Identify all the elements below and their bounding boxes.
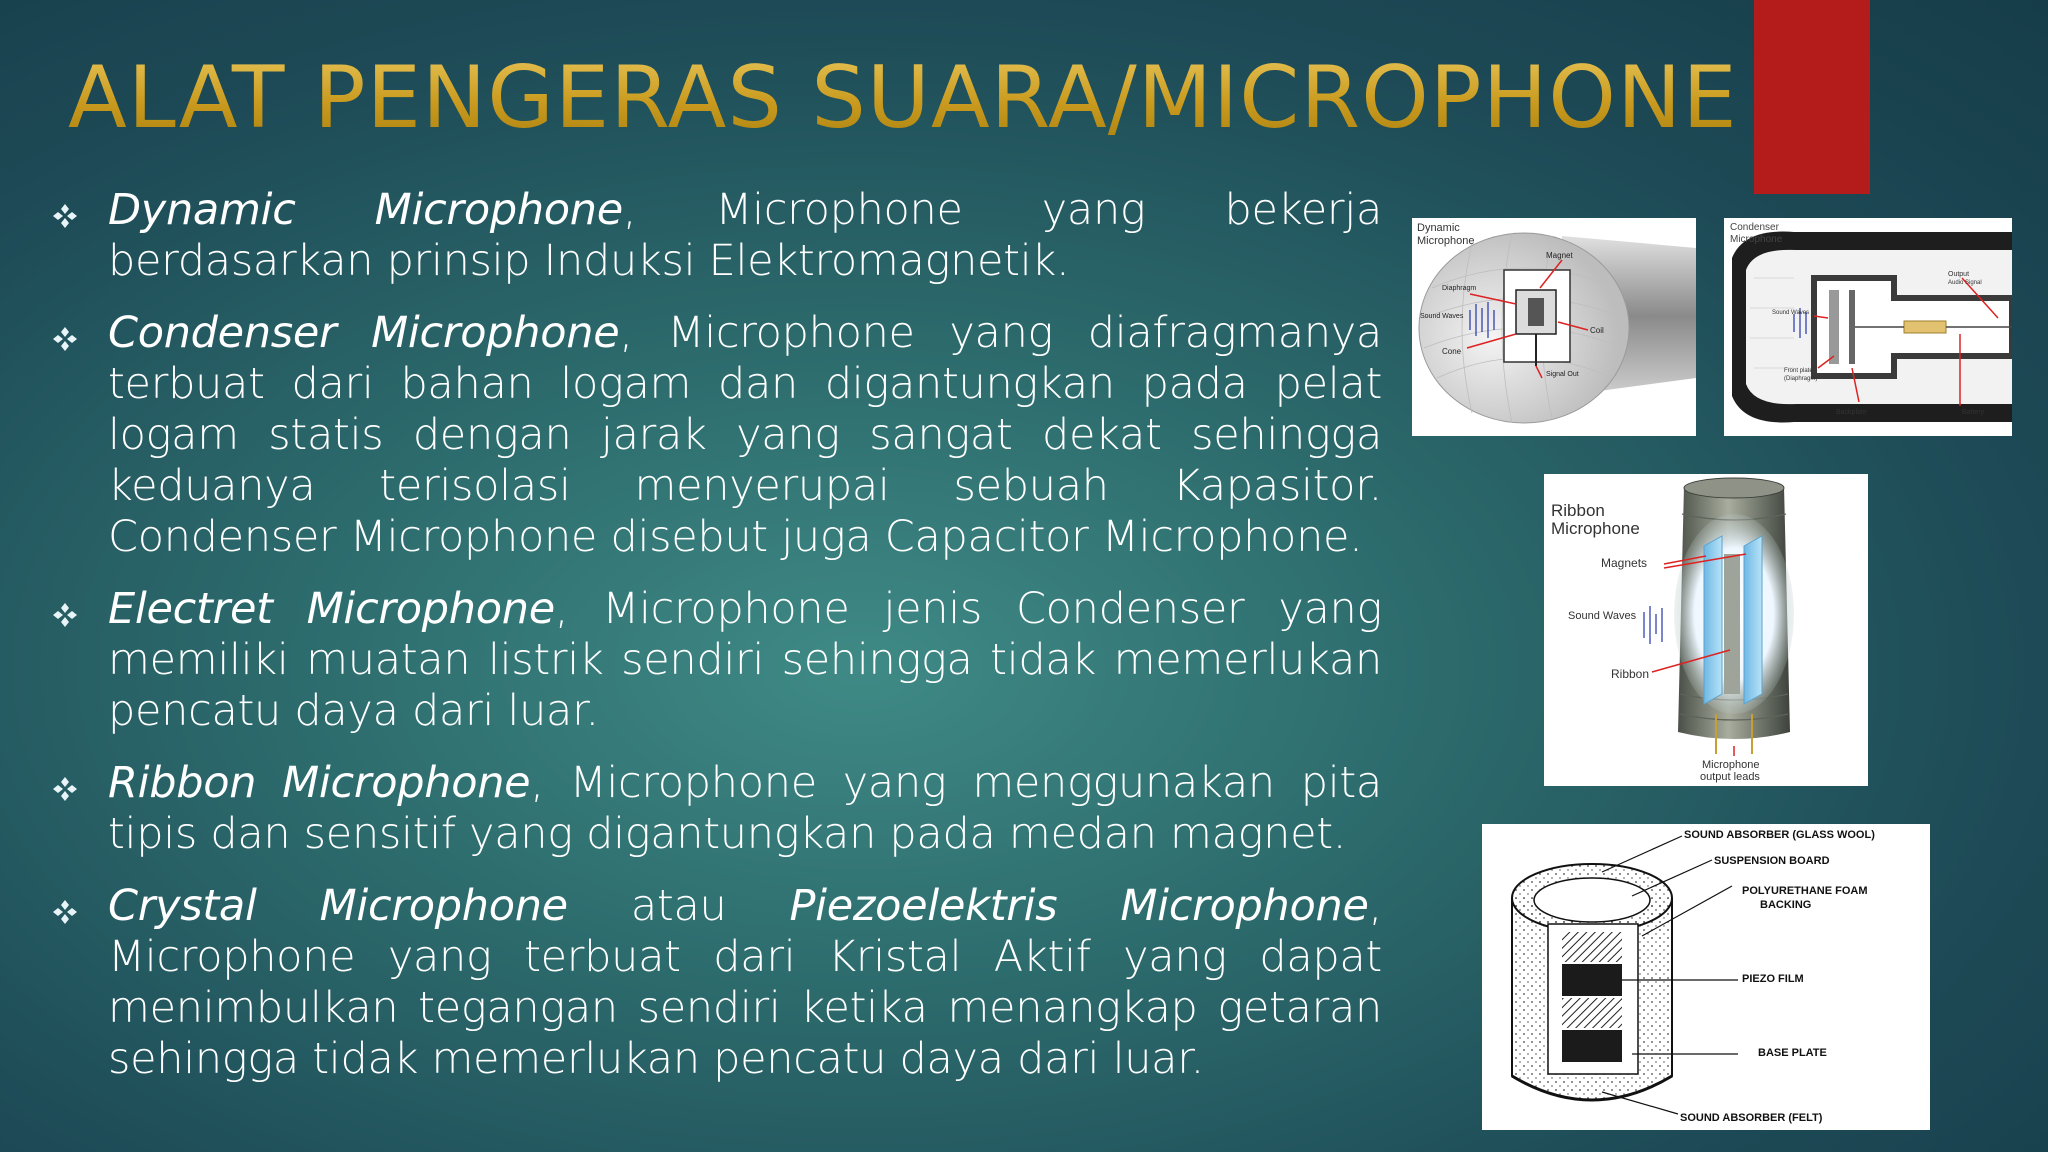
bullet-description: , Microphone yang menggunakan pita tipis dan sensitif yang digantungkan pada medan magnet.: [108, 758, 1382, 859]
condenser-label-sound-waves: Sound Waves: [1772, 310, 1810, 316]
condenser-label-front-plate: Front plate: [1784, 368, 1813, 374]
crystal-label-backing: BACKING: [1760, 899, 1812, 911]
dynamic-label-signal-out: Signal Out: [1546, 371, 1579, 378]
condenser-title-line1: Condenser: [1730, 222, 1779, 233]
bullet-item: [50, 185, 1382, 287]
dynamic-title-line1: Dynamic: [1417, 222, 1460, 234]
accent-bar: [1754, 0, 1870, 194]
ribbon-title-line1: Ribbon: [1551, 501, 1605, 520]
bullet-list: [50, 185, 1382, 1106]
condenser-label-battery: Battery: [1962, 409, 1985, 416]
dynamic-microphone-image: [1412, 218, 1696, 436]
ribbon-output-line1: Microphone: [1702, 759, 1760, 771]
crystal-label-piezo-film: PIEZO FILM: [1742, 973, 1804, 985]
bullet-item: [50, 758, 1382, 860]
ribbon-title-line2: Microphone: [1551, 519, 1640, 538]
dynamic-label-diaphragm: Diaphragm: [1442, 285, 1477, 292]
bullet-description: , Microphone yang diafragmanya terbuat dari bahan logam dan digantungkan pada pelat logam statis dengan jarak yang sangat dekat sehingga keduanya terisolasi menyerupai sebuah Kapasitor. Condenser Microphone disebut juga Capacitor Microphone.: [108, 308, 1382, 562]
condenser-label-backplate: Backplate: [1836, 409, 1867, 416]
ribbon-microphone-image: [1544, 474, 1868, 786]
diamond-bullet-icon: [50, 774, 80, 804]
bullet-text: [108, 185, 1382, 287]
diamond-bullet-icon: [50, 600, 80, 630]
bullet-term: Dynamic Microphone: [108, 185, 623, 235]
slide-title: ALAT PENGERAS SUARA/MICROPHONE: [68, 48, 1738, 148]
bullet-term: Crystal Microphone: [108, 881, 568, 931]
crystal-label-polyurethane: POLYURETHANE FOAM: [1742, 885, 1868, 897]
dynamic-label-sound-waves: Sound Waves: [1420, 313, 1464, 320]
bullet-term-alt: Piezoelektris Microphone: [789, 881, 1369, 931]
bullet-term: Electret Microphone: [108, 584, 555, 634]
bullet-description: , Microphone jenis Condenser yang memiliki muatan listrik sendiri sehingga tidak memerlukan pencatu daya dari luar.: [108, 584, 1382, 736]
dynamic-label-magnet: Magnet: [1546, 251, 1573, 260]
crystal-label-base-plate: BASE PLATE: [1758, 1047, 1827, 1059]
ribbon-output-line2: output leads: [1700, 771, 1760, 783]
ribbon-label-sound-waves: Sound Waves: [1568, 610, 1637, 622]
ribbon-label-magnets: Magnets: [1601, 556, 1648, 570]
bullet-term: Condenser Microphone: [108, 308, 620, 358]
dynamic-label-cone: Cone: [1442, 347, 1462, 356]
condenser-label-output: Output: [1948, 271, 1970, 278]
dynamic-title-line2: Microphone: [1417, 235, 1475, 247]
bullet-description: , Microphone yang bekerja berdasarkan prinsip Induksi Elektromagnetik.: [108, 185, 1382, 286]
diamond-bullet-icon: [50, 201, 80, 231]
dynamic-label-coil: Coil: [1590, 326, 1604, 335]
crystal-label-suspension-board: SUSPENSION BOARD: [1714, 855, 1830, 867]
bullet-item: [50, 308, 1382, 563]
bullet-text: [108, 308, 1382, 563]
diamond-bullet-icon: [50, 324, 80, 354]
bullet-text: [108, 758, 1382, 860]
bullet-text: [108, 881, 1382, 1085]
diamond-bullet-icon: [50, 897, 80, 927]
bullet-item: [50, 881, 1382, 1085]
ribbon-label-ribbon: Ribbon: [1611, 667, 1650, 681]
crystal-label-felt: SOUND ABSORBER (FELT): [1680, 1112, 1823, 1124]
crystal-microphone-image: [1482, 824, 1930, 1130]
bullet-description: , Microphone yang terbuat dari Kristal Aktif yang dapat menimbulkan tegangan sendiri ketika menangkap getaran sehingga tidak memerlukan pencatu daya dari luar.: [108, 881, 1382, 1084]
bullet-text: [108, 584, 1382, 737]
bullet-term: Ribbon Microphone: [108, 758, 531, 808]
crystal-label-glass-wool: SOUND ABSORBER (GLASS WOOL): [1684, 829, 1875, 841]
bullet-connector: atau: [567, 881, 790, 931]
condenser-title-line2: Microphone: [1730, 234, 1783, 245]
condenser-microphone-image: [1724, 218, 2012, 436]
condenser-label-audio-signal: Audio Signal: [1948, 280, 1982, 286]
condenser-label-diaphragm: (Diaphragm): [1784, 376, 1818, 382]
bullet-item: [50, 584, 1382, 737]
